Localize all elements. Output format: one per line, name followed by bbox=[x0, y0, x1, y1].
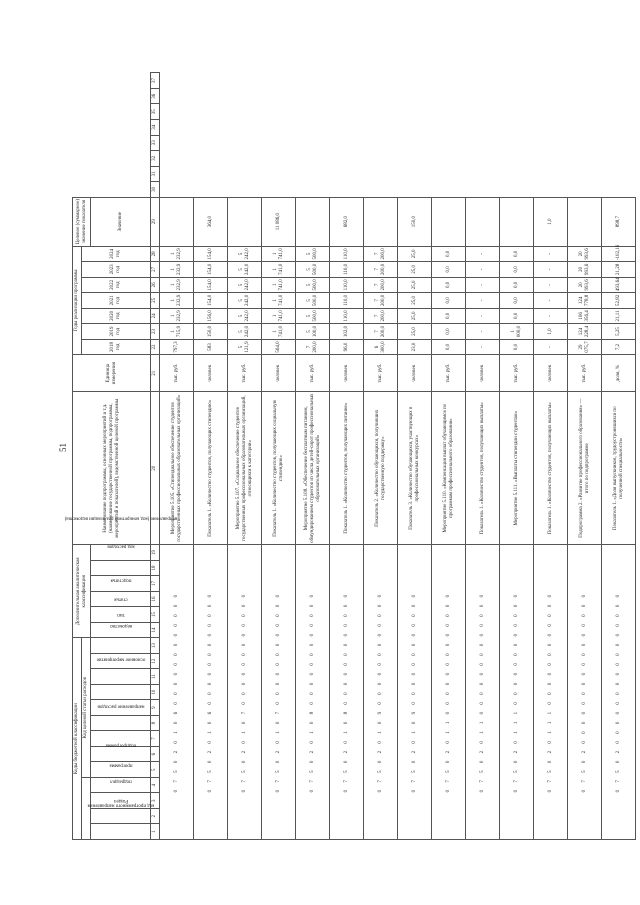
table-row bbox=[602, 73, 636, 840]
year-value: 52,82 bbox=[602, 293, 636, 309]
year-value: 1,0 bbox=[534, 324, 568, 340]
year-value: 0,0 bbox=[500, 308, 534, 324]
add5-header: направление (код конкретной реализации ведомства) bbox=[91, 560, 151, 576]
year-3-header: 2020 год bbox=[82, 308, 151, 324]
year-value: 110,0 bbox=[330, 308, 364, 324]
year-value: 0,0 bbox=[500, 262, 534, 278]
column-number: 19 bbox=[151, 545, 160, 561]
row-unit: человек bbox=[398, 355, 432, 392]
column-number: 30 bbox=[151, 182, 160, 198]
column-number: 20 bbox=[151, 392, 160, 545]
year-value: 7 200,0 bbox=[364, 277, 398, 293]
year-value: 20 993,6 bbox=[568, 277, 602, 293]
code-cells: 0 7 5 0 2 0 1 1 1 0 0 0 0 0 0 0 0 0 0 0 0 bbox=[534, 545, 568, 840]
column-number: 32 bbox=[151, 151, 160, 167]
year-1-header: 2018 год bbox=[82, 339, 151, 355]
year-value: - bbox=[534, 293, 568, 309]
year-value: 5 242,0 bbox=[228, 308, 262, 324]
name-column-header: Наименование подпрограммы, основных мероприятий и т.д. (наименование государственной программы, подпрограммы, мероприятий и показателей), ведомственной целевой программы bbox=[73, 392, 151, 545]
column-number: 4 bbox=[151, 777, 160, 793]
row-unit: человек bbox=[466, 355, 500, 392]
row-unit: тыс. руб. bbox=[160, 355, 194, 392]
row-name: Мероприятие 5.105. «Стипендиальное обеспечение студентов государственных профессиональных образовательных организаций» bbox=[160, 392, 194, 545]
year-value: 0,0 bbox=[500, 246, 534, 262]
year-value: 5 500,0 bbox=[296, 293, 330, 309]
year-value: 7 200,0 bbox=[364, 246, 398, 262]
year-value: 25,0 bbox=[398, 246, 432, 262]
row-name: Мероприятие 5.110. «Компенсация выплат обучающимся по программам профессионального образования» bbox=[432, 392, 466, 545]
gp-code-header: код программного направления bbox=[91, 824, 151, 840]
year-value: 5,25 bbox=[602, 324, 636, 340]
table-row bbox=[160, 73, 194, 840]
year-value: - bbox=[534, 308, 568, 324]
year-value: 20 993,6 bbox=[568, 262, 602, 278]
code-cells: 0 7 5 0 2 0 1 1 0 0 0 0 0 0 0 0 0 0 0 0 0 bbox=[432, 545, 466, 840]
year-value: 20 993,6 bbox=[568, 246, 602, 262]
year-value: - bbox=[534, 246, 568, 262]
add4-header: подстатья bbox=[91, 576, 151, 592]
final-value bbox=[228, 197, 262, 246]
podprogram-header: подпрограмма bbox=[91, 746, 151, 762]
row-unit: человек bbox=[194, 355, 228, 392]
year-value: 1 741,0 bbox=[262, 246, 296, 262]
year-value: 0,0 bbox=[432, 262, 466, 278]
column-number: 23 bbox=[151, 324, 160, 340]
add3-header: статья bbox=[91, 591, 151, 607]
year-value: 25,0 bbox=[398, 308, 432, 324]
row-name: Показатель 2. «Количество обучающихся, получивших государственную поддержку» bbox=[364, 392, 398, 545]
column-number: 22 bbox=[151, 339, 160, 355]
final-value bbox=[296, 197, 330, 246]
year-value: 5 121,9 bbox=[228, 339, 262, 355]
year-value: 0,0 bbox=[500, 339, 534, 355]
final-value: 1,0 bbox=[534, 197, 568, 246]
year-value: 1 741,0 bbox=[262, 277, 296, 293]
expense-code-subheader: Код целевой статьи расходов bbox=[82, 638, 91, 778]
column-number: 10 bbox=[151, 684, 160, 700]
year-value: 1 232,9 bbox=[160, 308, 194, 324]
row-name: Показатель 1. «Количество студентов, получающих выплаты» bbox=[534, 392, 568, 545]
year-value: - bbox=[534, 339, 568, 355]
column-number: 24 bbox=[151, 308, 160, 324]
year-value: 7,2 bbox=[602, 339, 636, 355]
final-value: 682,0 bbox=[330, 197, 364, 246]
table-row bbox=[568, 73, 602, 840]
year-value: 25,0 bbox=[398, 293, 432, 309]
year-value: 106 356,4 bbox=[568, 308, 602, 324]
year-value: - bbox=[466, 262, 500, 278]
year-value: 5 242,0 bbox=[228, 324, 262, 340]
year-value: 21,28 bbox=[602, 262, 636, 278]
year-value: 0,0 bbox=[432, 293, 466, 309]
year-value: 5 500,0 bbox=[296, 262, 330, 278]
year-value: 25,0 bbox=[398, 277, 432, 293]
year-value: 5 100,0 bbox=[296, 324, 330, 340]
year-value: 110,0 bbox=[330, 262, 364, 278]
row-name: Мероприятие 5.107. «Социальное обеспечение студентов государственных профессиональных образовательных организаций, относящихся к категории» bbox=[228, 392, 262, 545]
year-value: 7 200,0 bbox=[364, 324, 398, 340]
column-number: 7 bbox=[151, 731, 160, 747]
code-header-13 bbox=[91, 638, 151, 654]
year-value: 5 242,0 bbox=[228, 293, 262, 309]
year-value: 150,0 bbox=[194, 324, 228, 340]
table-row bbox=[466, 73, 500, 840]
program-table bbox=[64, 72, 636, 840]
add1-header: ведомство bbox=[91, 622, 151, 638]
table-row bbox=[500, 73, 534, 840]
row-unit: тыс. руб. bbox=[296, 355, 330, 392]
table-row bbox=[364, 73, 398, 840]
row-name: Показатель 3. «Количество обучающихся, участвующих в профессиональных конкурсах» bbox=[398, 392, 432, 545]
column-number: 11 bbox=[151, 669, 160, 685]
final-value: 898,7 bbox=[602, 197, 636, 246]
year-value: 5 500,0 bbox=[296, 246, 330, 262]
row-unit: человек bbox=[330, 355, 364, 392]
year-value: 154,0 bbox=[194, 277, 228, 293]
row-name: Показатель 1. «Количество студентов, получающих стипендию» bbox=[194, 392, 228, 545]
year-value: 5 242,0 bbox=[228, 262, 262, 278]
header-row-groups bbox=[73, 73, 82, 840]
final-group-header: Целевое (суммарное) значение показателя bbox=[73, 197, 91, 246]
final-value-header: Значение bbox=[91, 197, 151, 246]
budget-code-header: Коды бюджетной классификации bbox=[73, 638, 82, 840]
row-name: Показатель 1. «Количество студентов, получающих выплаты» bbox=[466, 392, 500, 545]
podrazdel-header: подраздел bbox=[91, 777, 151, 793]
year-value: 0,0 bbox=[432, 339, 466, 355]
row-unit: доля, % bbox=[602, 355, 636, 392]
add2-header: тип bbox=[91, 607, 151, 623]
column-number: 26 bbox=[151, 277, 160, 293]
year-value: 493,64 bbox=[602, 277, 636, 293]
table-row bbox=[228, 73, 262, 840]
year-value: 1 232,9 bbox=[160, 246, 194, 262]
column-number: 21 bbox=[151, 355, 160, 392]
year-value: 5 242,0 bbox=[228, 277, 262, 293]
year-value: 21,11 bbox=[602, 308, 636, 324]
year-value: 7 200,0 bbox=[364, 308, 398, 324]
code-cells: 0 7 5 0 2 0 0 0 0 0 0 0 0 0 0 0 0 0 0 0 0 bbox=[602, 545, 636, 840]
row-unit: тыс. руб. bbox=[432, 355, 466, 392]
column-number: 37 bbox=[151, 73, 160, 89]
code-cells: 0 7 5 0 2 0 1 1 1 0 0 0 0 0 0 0 0 0 0 0 0 bbox=[500, 545, 534, 840]
year-7-header: 2024 год bbox=[82, 246, 151, 262]
column-number-row bbox=[151, 73, 160, 840]
row-name: Показатель 1. «Доля выпускников, трудоустроившихся по полученной специальности» bbox=[602, 392, 636, 545]
column-number: 5 bbox=[151, 762, 160, 778]
code-cells: 0 7 5 0 2 0 1 0 7 0 0 0 0 0 0 0 0 0 0 0 0 bbox=[228, 545, 262, 840]
years-group-header: Годы реализации программы bbox=[73, 246, 82, 355]
year-value: - bbox=[466, 293, 500, 309]
row-name: Подпрограмма 2. «Развитие профессионального образования» — итого по подпрограмме bbox=[568, 392, 602, 545]
year-value: - bbox=[466, 324, 500, 340]
year-value: 1 000,0 bbox=[500, 324, 534, 340]
year-value: 0,0 bbox=[500, 293, 534, 309]
column-number: 1 bbox=[151, 824, 160, 840]
table-row bbox=[432, 73, 466, 840]
year-value: 583 bbox=[194, 339, 228, 355]
code-cells: 0 7 5 0 2 0 0 0 0 0 0 0 0 0 0 0 0 0 0 0 0 bbox=[568, 545, 602, 840]
code-cells: 0 7 5 0 2 0 1 0 6 0 0 0 0 0 0 0 0 0 0 0 0 bbox=[160, 545, 194, 840]
year-value: 154,0 bbox=[194, 246, 228, 262]
year-value: 25,0 bbox=[398, 324, 432, 340]
year-value: 102,0 bbox=[330, 324, 364, 340]
year-value: 1 741,0 bbox=[262, 324, 296, 340]
gp-subheader bbox=[82, 777, 91, 839]
table-row bbox=[330, 73, 364, 840]
year-value: 23,0 bbox=[398, 339, 432, 355]
row-unit: тыс. руб. bbox=[568, 355, 602, 392]
code-header-10 bbox=[91, 684, 151, 700]
year-value: 154,0 bbox=[194, 262, 228, 278]
year-value: 0,0 bbox=[432, 308, 466, 324]
year-value: 29 075,7 bbox=[568, 339, 602, 355]
row-unit: тыс. руб. bbox=[364, 355, 398, 392]
year-value: 110,0 bbox=[330, 277, 364, 293]
final-value: 150,0 bbox=[398, 197, 432, 246]
year-value: - bbox=[466, 339, 500, 355]
year-4-header: 2021 год bbox=[82, 293, 151, 309]
year-value: 6 300,0 bbox=[364, 339, 398, 355]
year-value: 797,3 bbox=[160, 339, 194, 355]
final-value: 364,0 bbox=[194, 197, 228, 246]
column-number: 31 bbox=[151, 166, 160, 182]
year-value: 5 242,0 bbox=[228, 246, 262, 262]
row-unit: тыс. руб. bbox=[228, 355, 262, 392]
year-value: - bbox=[466, 246, 500, 262]
code-cells: 0 7 5 0 2 0 1 0 9 0 0 0 0 0 0 0 0 0 0 0 0 bbox=[364, 545, 398, 840]
document-sheet bbox=[64, 72, 624, 840]
column-number: 18 bbox=[151, 560, 160, 576]
razdel-header: Раздел bbox=[91, 793, 151, 809]
column-number: 33 bbox=[151, 135, 160, 151]
page-number: 51 bbox=[58, 443, 68, 452]
year-value: 1 741,0 bbox=[262, 308, 296, 324]
column-number: 27 bbox=[151, 262, 160, 278]
column-number: 3 bbox=[151, 793, 160, 809]
column-number: 17 bbox=[151, 576, 160, 592]
column-number: 29 bbox=[151, 197, 160, 246]
row-unit: человек bbox=[534, 355, 568, 392]
table-row bbox=[262, 73, 296, 840]
year-value: 124 228,4 bbox=[568, 324, 602, 340]
column-number: 34 bbox=[151, 120, 160, 136]
year-value: 110,0 bbox=[330, 293, 364, 309]
program-header: программа bbox=[91, 762, 151, 778]
year-value: 1 232,9 bbox=[160, 262, 194, 278]
year-value: 110,0 bbox=[330, 246, 364, 262]
column-number: 2 bbox=[151, 808, 160, 824]
year-value: 5 500,0 bbox=[296, 277, 330, 293]
code-cells: 0 7 5 0 2 0 1 0 8 0 0 0 0 0 0 0 0 0 0 0 0 bbox=[330, 545, 364, 840]
additional-code-header: Дополнительная аналитическая классификация bbox=[73, 545, 91, 638]
year-value: 0,0 bbox=[432, 246, 466, 262]
year-5-header: 2022 год bbox=[82, 277, 151, 293]
year-value: 564,0 bbox=[262, 339, 296, 355]
row-unit: человек bbox=[262, 355, 296, 392]
column-number: 13 bbox=[151, 638, 160, 654]
add6-header: код расходов bbox=[91, 545, 151, 561]
column-number: 16 bbox=[151, 591, 160, 607]
year-value: 1 741,0 bbox=[262, 262, 296, 278]
code-cells: 0 7 5 0 2 0 1 0 7 0 0 0 0 0 0 0 0 0 0 0 0 bbox=[262, 545, 296, 840]
year-value: 7 200,0 bbox=[296, 339, 330, 355]
unit-column-header: Единица измерения bbox=[73, 355, 151, 392]
table-row bbox=[398, 73, 432, 840]
code-cells: 0 7 5 0 2 0 1 0 9 0 0 0 0 0 0 0 0 0 0 0 0 bbox=[398, 545, 432, 840]
year-value: 25,0 bbox=[398, 262, 432, 278]
year-value: 96,0 bbox=[330, 339, 364, 355]
column-number: 15 bbox=[151, 607, 160, 623]
final-value bbox=[364, 197, 398, 246]
column-number: 12 bbox=[151, 653, 160, 669]
column-number: 36 bbox=[151, 88, 160, 104]
year-value: 5 500,0 bbox=[296, 308, 330, 324]
final-value bbox=[432, 197, 466, 246]
final-value bbox=[568, 197, 602, 246]
year-6-header: 2023 год bbox=[82, 262, 151, 278]
osn-header: основное мероприятие bbox=[91, 669, 151, 685]
year-value: 1 741,0 bbox=[262, 293, 296, 309]
year-value: 124 778,8 bbox=[568, 293, 602, 309]
year-value: - bbox=[534, 277, 568, 293]
final-value bbox=[466, 197, 500, 246]
year-value: 154,0 bbox=[194, 293, 228, 309]
row-unit: тыс. руб. bbox=[500, 355, 534, 392]
rotated-table-container bbox=[64, 72, 624, 840]
year-value: - bbox=[534, 262, 568, 278]
code-cells: 0 7 5 0 2 0 1 1 0 0 0 0 0 0 0 0 0 0 0 0 0 bbox=[466, 545, 500, 840]
year-value: 1 715,9 bbox=[160, 324, 194, 340]
column-number: 6 bbox=[151, 746, 160, 762]
napr-header: направление расходов bbox=[91, 715, 151, 731]
code-cells: 0 7 5 0 2 0 1 0 6 0 0 0 0 0 0 0 0 0 0 0 0 bbox=[194, 545, 228, 840]
final-value bbox=[500, 197, 534, 246]
year-value: 1 232,9 bbox=[160, 277, 194, 293]
table-body bbox=[151, 73, 636, 840]
column-number: 9 bbox=[151, 700, 160, 716]
row-name: Мероприятие 5.108. «Обеспечение бесплатным питанием, обмундированием студентов из числа детей-сирот профессиональных образовательных организаций» bbox=[296, 392, 330, 545]
year-value: 156,0 bbox=[194, 308, 228, 324]
year-value: 7 200,0 bbox=[364, 262, 398, 278]
final-value: 11 086,0 bbox=[262, 197, 296, 246]
year-2-header: 2019 год bbox=[82, 324, 151, 340]
year-value: -102,16 bbox=[602, 246, 636, 262]
final-value bbox=[160, 197, 194, 246]
column-number: 28 bbox=[151, 246, 160, 262]
column-number: 8 bbox=[151, 715, 160, 731]
year-value: - bbox=[466, 308, 500, 324]
year-value: 0,0 bbox=[500, 277, 534, 293]
row-name: Показатель 1. «Количество студентов, получающих питание» bbox=[330, 392, 364, 545]
column-number: 25 bbox=[151, 293, 160, 309]
column-number: 14 bbox=[151, 622, 160, 638]
year-value: 7 200,0 bbox=[364, 293, 398, 309]
table-row bbox=[534, 73, 568, 840]
year-value: 0,0 bbox=[432, 324, 466, 340]
table-row bbox=[296, 73, 330, 840]
row-name: Мероприятие 5.111. «Выплаты стипендии студентам» bbox=[500, 392, 534, 545]
year-value: 1 232,9 bbox=[160, 293, 194, 309]
column-number: 35 bbox=[151, 104, 160, 120]
table-row bbox=[194, 73, 228, 840]
year-value: 0,0 bbox=[432, 277, 466, 293]
year-value: - bbox=[466, 277, 500, 293]
row-name: Показатель 1. «Количество студентов, получающих социальную стипендию» bbox=[262, 392, 296, 545]
code-cells: 0 7 5 0 2 0 1 0 8 0 0 0 0 0 0 0 0 0 0 0 0 bbox=[296, 545, 330, 840]
